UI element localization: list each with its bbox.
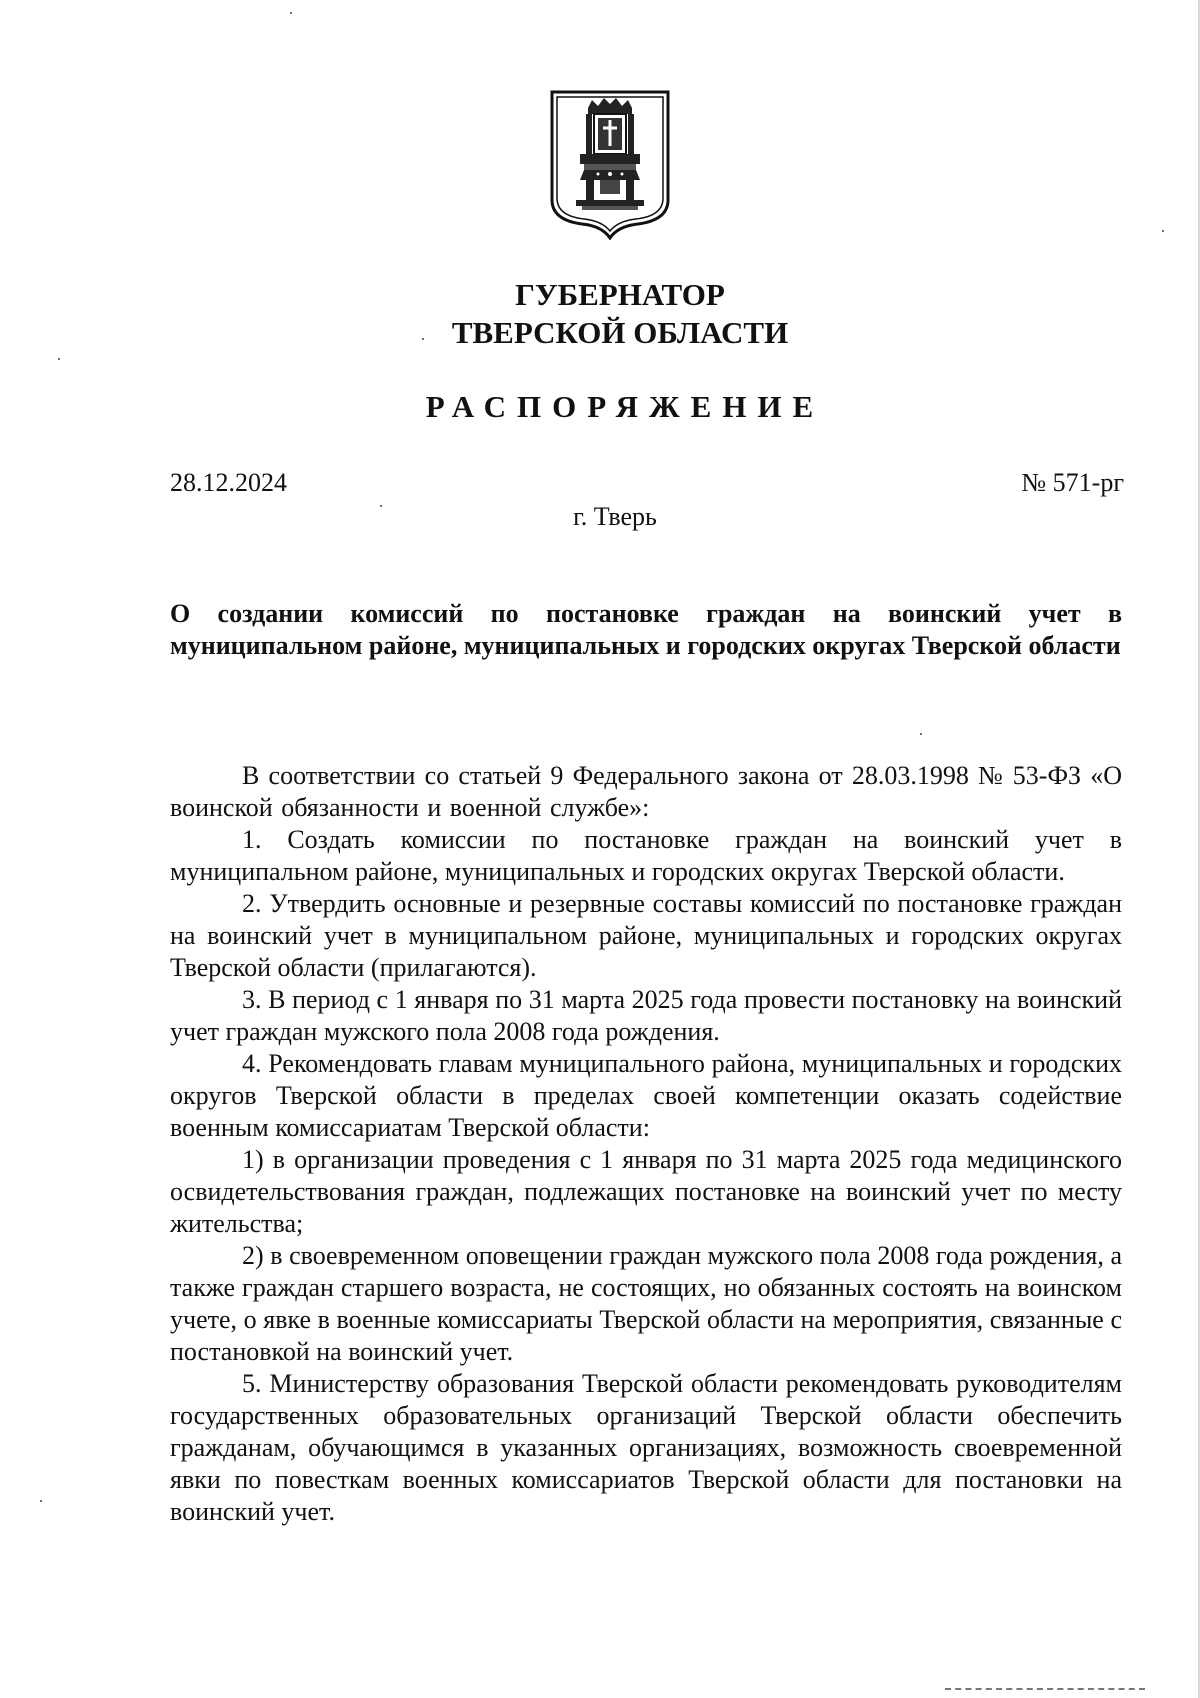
document-subject: О создании комиссий по постановке граждан на воинский учет в муниципальном районе, муниципальных и городских округах Тверской области: [170, 599, 1122, 660]
document-city: г. Тверь: [573, 502, 657, 531]
authority-title-line-1: ГУБЕРНАТОР: [515, 277, 725, 312]
document-number: № 571-рг: [1021, 468, 1124, 497]
scan-speck: [380, 505, 382, 507]
body-paragraph-item-1: 1. Создать комиссии по постановке граждан на воинский учет в муниципальном районе, муниципальных и городских округах Тверской области.: [170, 825, 1122, 886]
tver-coat-of-arms-icon: [548, 88, 672, 240]
scan-speck: [1162, 230, 1164, 232]
scan-speck: [920, 733, 922, 735]
body-paragraph-subitem-1: 1) в организации проведения с 1 января по 31 марта 2025 года медицинского освидетельствования граждан, подлежащих постановке на воинский учет по месту жительства;: [170, 1145, 1122, 1238]
authority-title-line-2: ТВЕРСКОЙ ОБЛАСТИ: [451, 315, 789, 350]
document-date: 28.12.2024: [170, 468, 287, 497]
document-type-heading: РАСПОРЯЖЕНИЕ: [425, 389, 825, 424]
body-paragraph-item-5: 5. Министерству образования Тверской области рекомендовать руководителям государственных образовательных организаций Тверской области обеспечить гражданам, обучающимся в указанных организациях, возможность своевременной явки по повесткам военных комиссариатов Тверской области для постановки на воинский учет.: [170, 1369, 1122, 1526]
body-paragraph-intro: В соответствии со статьей 9 Федерального закона от 28.03.1998 № 53-ФЗ «О воинской обязанности и военной службе»:: [170, 761, 1122, 822]
scan-speck: [58, 358, 60, 360]
body-paragraph-subitem-2: 2) в своевременном оповещении граждан мужского пола 2008 года рождения, а также граждан старшего возраста, не состоящих, но обязанных состоять на воинском учете, о явке в военные комиссариаты Тверской области на мероприятия, связанные с постановкой на воинский учет.: [170, 1241, 1122, 1366]
body-paragraph-item-4: 4. Рекомендовать главам муниципального района, муниципальных и городских округов Тверской области в пределах своей компетенции оказать содействие военным комиссариатам Тверской области:: [170, 1049, 1122, 1142]
body-paragraph-item-3: 3. В период с 1 января по 31 марта 2025 года провести постановку на воинский учет граждан мужского пола 2008 года рождения.: [170, 985, 1122, 1046]
body-paragraph-item-2: 2. Утвердить основные и резервные составы комиссий по постановке граждан на воинский учет в муниципальном районе, муниципальных и городских округах Тверской области (прилагаются).: [170, 889, 1122, 982]
scan-bottom-marks: [945, 1688, 1145, 1694]
scan-speck: [40, 1500, 42, 1502]
document-body: [170, 760, 1122, 1528]
scan-speck: [422, 338, 424, 340]
scan-speck: [290, 12, 292, 14]
